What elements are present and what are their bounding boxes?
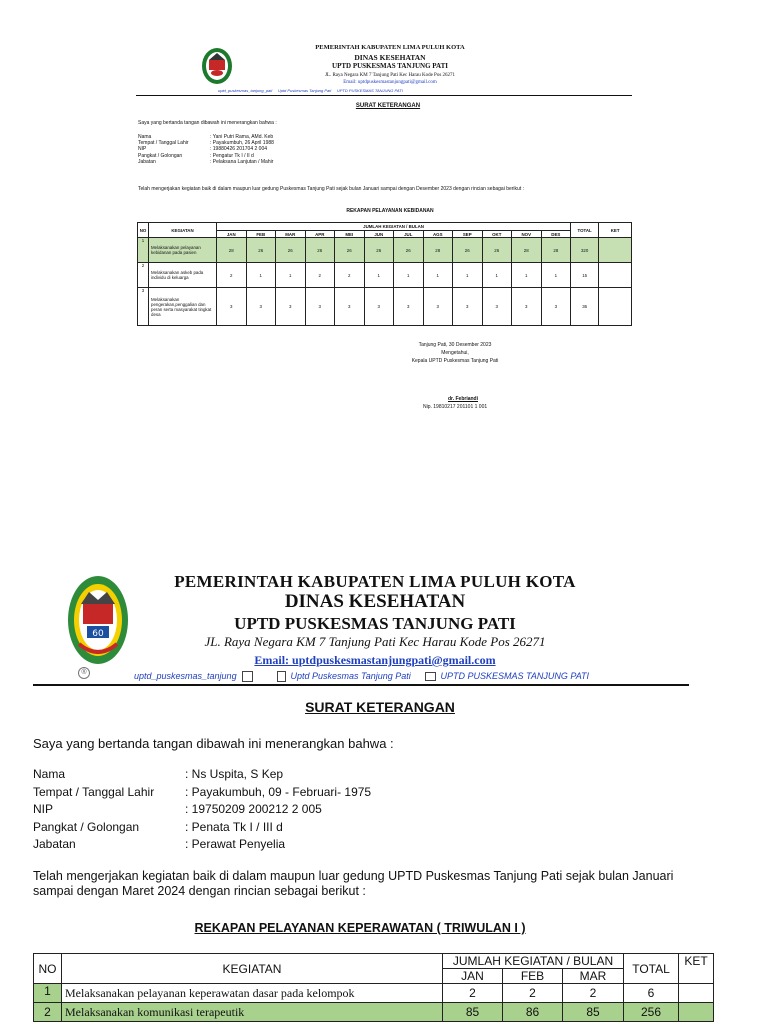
month-header: JUN <box>364 231 394 238</box>
table-row: 2 Melaksanakan komunikasi terapeutik 85 86 85 256 <box>34 1003 714 1022</box>
identity-row: NIP : 19750209 200212 2 005 <box>33 802 322 816</box>
statement-text: Telah mengerjakan kegiatan baik di dalam maupun luar gedung UPTD Puskesmas Tanjung Pati sejak bulan Januari sampai dengan Maret 2024 dengan rincian sebagai berikut : <box>33 869 674 898</box>
header-institution: UPTD PUSKESMAS TANJUNG PATI <box>234 614 516 633</box>
signature-place-date: Tanjung Pati, 30 Desember 2023 <box>418 342 492 348</box>
statement-text: Telah mengerjakan kegiatan baik di dalam maupun luar gedung Puskesmas Tanjung Pati sejak bulan Januari sampai dengan Desember 2023 dengan rincian sebagai berikut : <box>138 186 524 192</box>
month-header: FEB <box>246 231 276 238</box>
identity-row: Tempat / Tanggal Lahir : Payakumbuh, 09 - Februari- 1975 <box>33 784 372 799</box>
identity-row: NIP : 19880426 201704 2 004 <box>138 146 267 153</box>
month-header: JAN <box>217 231 247 238</box>
table-title: REKAPAN PELAYANAN KEPERAWATAN ( TRIWULAN I ) <box>194 921 526 935</box>
table-row: 1 Melaksanakan pelayanan kebidanan pada pasien 28 26 26 26 26 26 26 28 26 26 28 28 320 <box>138 238 632 263</box>
header-institution: UPTD PUSKESMAS TANJUNG PATI <box>332 62 448 70</box>
header-address: JL. Raya Negara KM 7 Tanjung Pati Kec Harau Kode Pos 26271 <box>324 73 456 78</box>
social-youtube-link[interactable]: UPTD PUSKESMAS TANJUNG PATI <box>425 671 589 681</box>
social-facebook-link[interactable]: Uptd Puskesmas Tanjung Pati <box>277 671 411 682</box>
col-header-total: TOTAL <box>571 223 599 238</box>
month-header: APR <box>305 231 335 238</box>
letter-title: SURAT KETERANGAN <box>355 103 421 109</box>
regency-emblem-logo <box>200 47 234 87</box>
signature-known: Mengetahui, <box>441 350 469 356</box>
identity-row: Nama : Ns Uspita, S Kep <box>33 767 284 781</box>
signature-nip: Nip. 19810217 201101 1 001 <box>423 404 488 410</box>
header-divider <box>136 95 632 96</box>
header-department: DINAS KESEHATAN <box>354 53 426 62</box>
table-title: REKAPAN PELAYANAN KEBIDANAN <box>346 208 434 214</box>
header-divider <box>33 684 689 686</box>
signature-block <box>390 341 520 365</box>
table-row: 1 Melaksanakan pelayanan keperawatan dasar pada kelompok 2 2 2 6 <box>34 984 714 1003</box>
month-header: NOV <box>512 231 542 238</box>
instagram-icon <box>242 671 253 682</box>
month-header: MAR <box>276 231 306 238</box>
table-row: 3 Melaksanakan pengerakan,penggalian dan peran serta masyarakat tingkat desa 3 3 3 3 3 3 3 3 3 3 3 3 36 <box>138 288 632 326</box>
col-header-kegiatan: KEGIATAN <box>62 954 443 984</box>
signature-name: dr. Febriandi <box>447 396 478 402</box>
identity-row: Jabatan : Pelaksana Lanjutan / Mahir <box>138 158 274 165</box>
month-header: OKT <box>482 231 512 238</box>
intro-text: Saya yang bertanda tangan dibawah ini menerangkan bahwa : <box>33 736 394 751</box>
identity-row: Tempat / Tanggal Lahir : Payakumbuh, 26 April 1988 <box>138 140 274 147</box>
col-header-group: JUMLAH KEGIATAN / BULAN <box>443 954 624 969</box>
table-row: 2 Melaksanakan askeb pada individu di keluarga 2 1 1 2 2 1 1 1 1 1 1 1 15 <box>138 263 632 288</box>
signature-position: Kepala UPTD Puskesmas Tanjung Pati <box>411 358 499 364</box>
header-government: PEMERINTAH KABUPATEN LIMA PULUH KOTA <box>174 572 576 591</box>
registered-mark-icon: ® <box>78 667 90 679</box>
header-email-link[interactable]: Email: uptdpuskesmastanjungpati@gmail.com <box>343 80 437 85</box>
col-header-ket: KET <box>679 954 714 984</box>
col-header-group: JUMLAH KEGIATAN / BULAN <box>217 223 571 231</box>
month-header: DES <box>541 231 571 238</box>
header-government: PEMERINTAH KABUPATEN LIMA PULUH KOTA <box>315 44 465 51</box>
identity-row: Nama : Yani Putri Rama, AMd. Keb <box>138 134 274 140</box>
svg-text:60: 60 <box>92 629 104 639</box>
header-social-links[interactable]: uptd_puskesmas_tanjung_pati Uptd Puskesmas Tanjung Pati UPTD PUSKESMAS TANJUNG PATI <box>218 88 403 93</box>
col-header-total: TOTAL <box>624 954 679 984</box>
intro-text: Saya yang bertanda tangan dibawah ini menerangkan bahwa : <box>138 120 277 126</box>
identity-block <box>138 134 274 165</box>
month-header: AGS <box>423 231 453 238</box>
col-header-kegiatan: KEGIATAN <box>149 223 217 238</box>
facebook-icon <box>277 671 286 682</box>
identity-block <box>33 766 371 854</box>
social-instagram-link[interactable]: uptd_puskesmas_tanjung <box>134 671 253 682</box>
activity-table <box>137 222 632 326</box>
header-address: JL. Raya Negara KM 7 Tanjung Pati Kec Harau Kode Pos 26271 <box>204 634 546 649</box>
month-header: FEB <box>503 969 563 984</box>
header-department: DINAS KESEHATAN <box>284 591 466 612</box>
month-header: SEP <box>453 231 483 238</box>
month-header: JUL <box>394 231 424 238</box>
header-email-link[interactable]: Email: uptdpuskesmastanjungpati@gmail.com <box>254 653 496 667</box>
month-header: JAN <box>443 969 503 984</box>
month-header: MAR <box>563 969 624 984</box>
month-header: MEI <box>335 231 365 238</box>
letter-title: SURAT KETERANGAN <box>305 699 455 715</box>
youtube-icon <box>425 672 436 681</box>
col-header-ket: KET <box>599 223 632 238</box>
identity-row: Jabatan : Perawat Penyelia <box>33 837 286 851</box>
col-header-no: NO <box>34 954 62 984</box>
letter-page-2 <box>0 560 768 1024</box>
identity-row: Pangkat / Golongan : Penata Tk I / III d <box>33 819 283 834</box>
activity-table <box>33 953 714 1022</box>
identity-row: Pangkat / Golongan : Pengatur Tk I / II d <box>138 152 254 159</box>
col-header-no: NO <box>138 223 149 238</box>
